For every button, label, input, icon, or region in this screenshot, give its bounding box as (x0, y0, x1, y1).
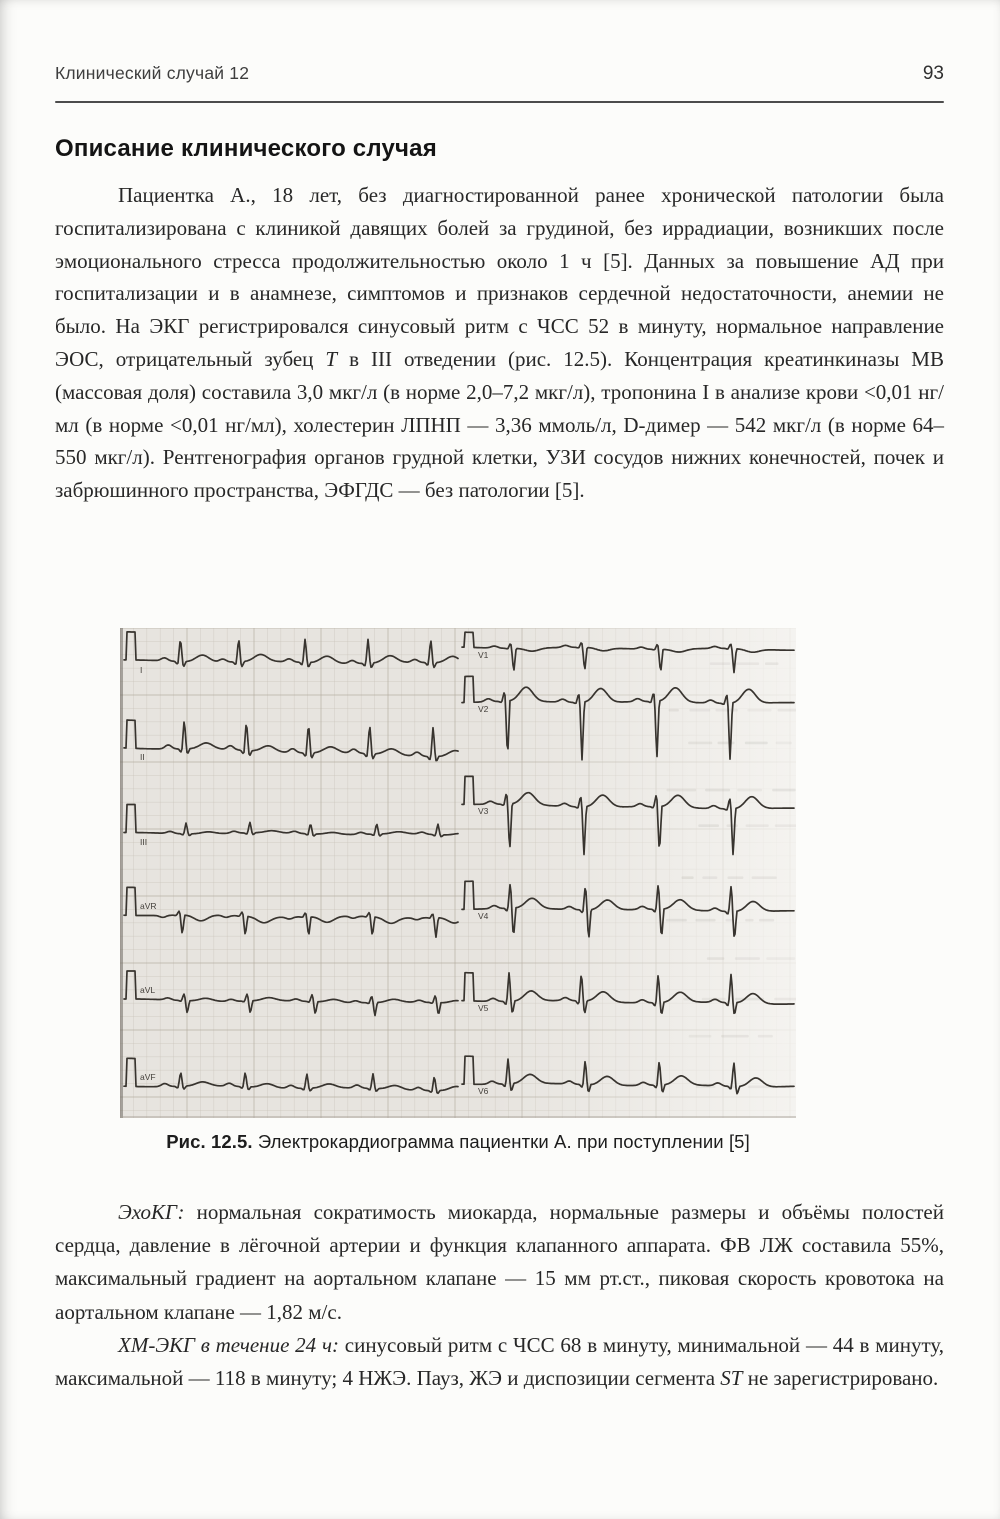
ecg-lead-label: II (140, 752, 145, 762)
header-rule (55, 101, 944, 103)
ecg-lead-label: aVL (140, 985, 156, 995)
st-segment-symbol: ST (720, 1366, 743, 1391)
ecg-lead-label: V3 (478, 806, 489, 816)
holter-text-cont: не зарегистрировано. (742, 1366, 939, 1391)
holter-text: синусовый ритм с ЧСС 68 в минуту, минимальной — 44 в минуту, максимальной — 118 в минуту; 4 НЖЭ. Пауз, ЖЭ и диспозиции сегмента (55, 1332, 945, 1391)
figure-caption (120, 1131, 796, 1153)
holter-lead-in: ХМ-ЭКГ в течение 24 ч: (118, 1332, 339, 1357)
ecg-figure (120, 628, 796, 1118)
echo-text: нормальная сократимость миокарда, нормальные размеры и объёмы полостей сердца, давление в лёгочной артерии и функция клапанного аппарата. ФВ ЛЖ составила 55%, максимальный градиент на аортальном клапане — 15 мм рт.ст., пиковая скорость кровотока на аортальном клапане — 1,82 м/с. (55, 1200, 944, 1324)
t-wave-symbol: Т (325, 346, 338, 371)
ecg-lead-label: V5 (478, 1003, 489, 1013)
section-title: Описание клинического случая (55, 135, 437, 162)
figure-caption-number: Рис. 12.5. (166, 1131, 253, 1152)
echo-lead-in: ЭхоКГ: (118, 1200, 185, 1224)
ecg-lead-label: V6 (478, 1086, 489, 1096)
ecg-lead-label: aVF (140, 1072, 156, 1082)
figure-caption-text: Электрокардиограмма пациентки А. при поступлении [5] (252, 1131, 750, 1152)
ecg-lead-label: V2 (478, 704, 489, 714)
paragraph-echo (55, 1196, 944, 1329)
paragraph-1-text-cont: в III отведении (рис. 12.5). Концентрация креатинкиназы МВ (массовая доля) составила 3,0 мкг/л (в норме 2,0–7,2 мкг/л), тропонина I в анализе крови <0,01 нг/мл (в норме <0,01 нг/мл), холестерин ЛПНП — 3,36 ммоль/л, D-димер — 542 мкг/л (в норме 64–550 мкг/л). Рентгенография органов грудной клетки, УЗИ сосудов нижних конечностей, почек и забрюшинного пространства, ЭФГДС — без патологии [5]. (55, 346, 944, 503)
paragraph-1 (55, 179, 944, 507)
running-header (55, 63, 944, 85)
ecg-lead-label: V4 (478, 911, 489, 921)
case-description (55, 179, 944, 507)
running-title: Клинический случай 12 (55, 63, 250, 83)
ecg-lead-label: V1 (478, 650, 489, 660)
results-text (55, 1196, 944, 1395)
paragraph-1-text: Пациентка А., 18 лет, без диагностированной ранее хронической патологии была госпитализирована с клиникой давящих болей за грудиной, без иррадиации, возникших после эмоционального стресса продолжительностью около 1 ч [5]. Данных за повышение АД при госпитализации и в анамнезе, симптомов и признаков сердечной недостаточности, анемии не было. На ЭКГ регистрировался синусовый ритм с ЧСС 52 в минуту, нормальное направление ЭОС, отрицательный зубец (55, 183, 944, 371)
page-number: 93 (922, 63, 944, 84)
ecg-lead-label: I (140, 665, 143, 675)
ecg-svg (120, 628, 796, 1118)
ecg-lead-label: aVR (140, 901, 157, 911)
paragraph-holter (55, 1329, 944, 1395)
ecg-lead-label: III (140, 837, 148, 847)
